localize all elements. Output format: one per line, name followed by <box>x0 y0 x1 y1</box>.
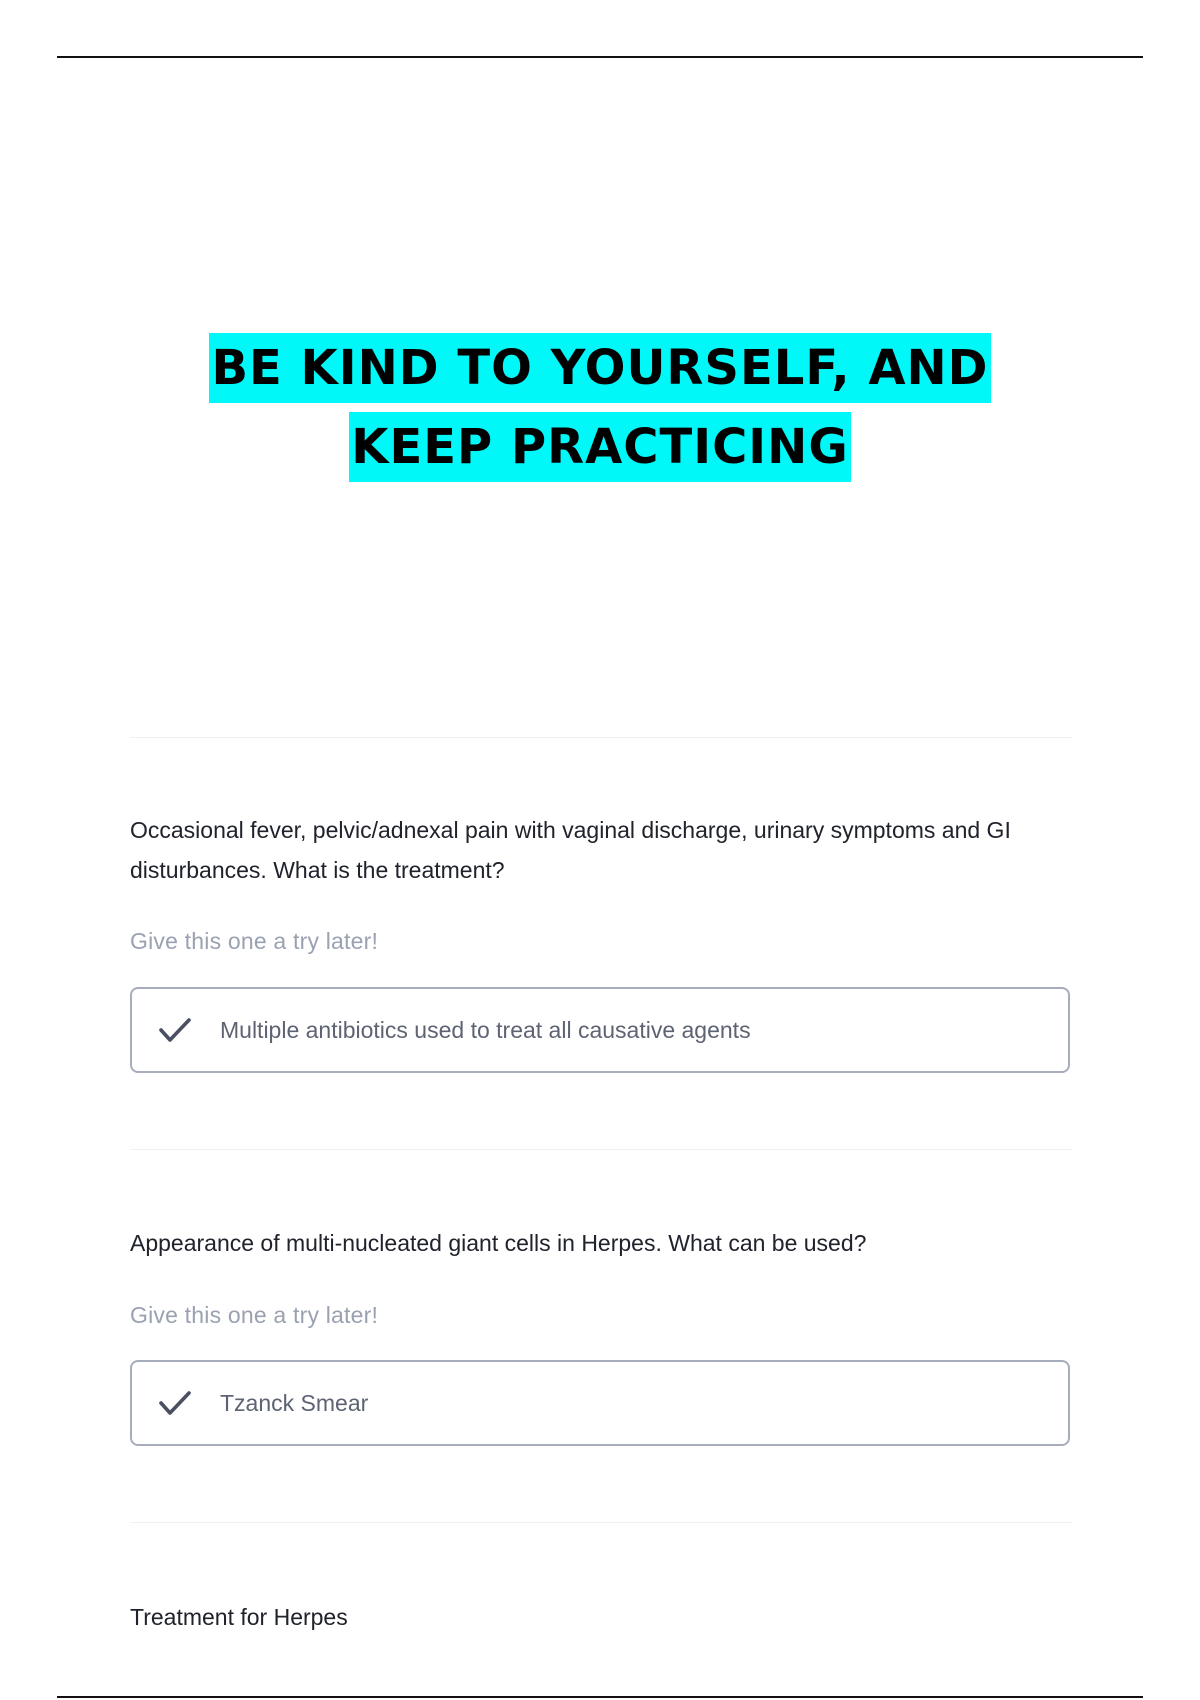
card-divider <box>130 1149 1072 1150</box>
try-later-hint[interactable]: Give this one a try later! <box>130 928 379 954</box>
question-text: Treatment for Herpes <box>130 1604 348 1630</box>
top-rule <box>57 56 1143 58</box>
try-later-hint[interactable]: Give this one a try later! <box>130 1302 379 1328</box>
banner-line-1: BE KIND TO YOURSELF, AND <box>209 333 990 403</box>
banner-line-2: KEEP PRACTICING <box>349 412 850 482</box>
answer-text: Tzanck Smear <box>220 1389 369 1416</box>
checkmark-icon <box>158 1386 192 1420</box>
question-text: Occasional fever, pelvic/adnexal pain with vaginal discharge, urinary symptoms and GI disturbances. What is the treatment? <box>130 817 1011 883</box>
motivation-banner <box>0 330 1200 485</box>
answer-box[interactable] <box>130 987 1070 1073</box>
answer-box[interactable] <box>130 1360 1070 1446</box>
question-text: Appearance of multi-nucleated giant cells in Herpes. What can be used? <box>130 1230 867 1256</box>
answer-text: Multiple antibiotics used to treat all causative agents <box>220 1016 751 1043</box>
card-divider <box>130 737 1072 738</box>
checkmark-icon <box>158 1013 192 1047</box>
card-divider <box>130 1522 1072 1523</box>
bottom-rule <box>57 1696 1143 1698</box>
